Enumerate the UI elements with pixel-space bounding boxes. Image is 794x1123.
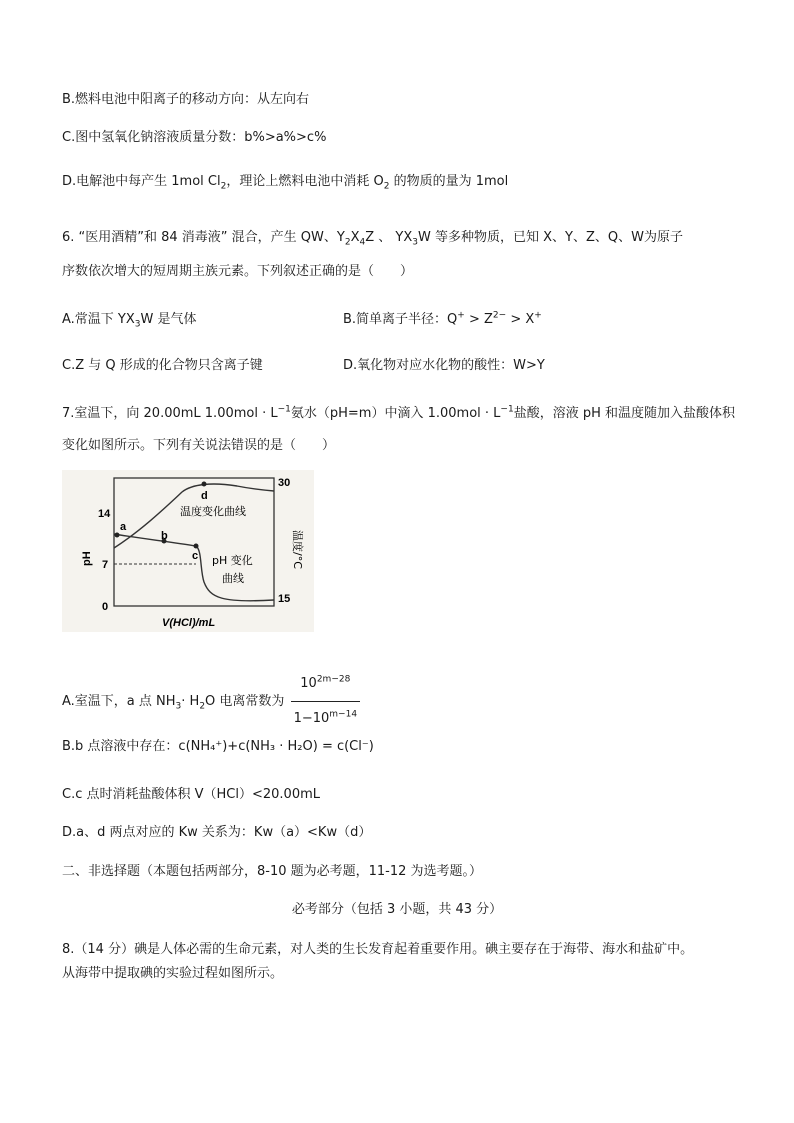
q5-option-d-part1: D.电解池中每产生 1mol Cl [62, 174, 221, 189]
q6-option-b: B.简单离子半径：$Q^+ > Z^{2-} > X^+$ [343, 310, 542, 327]
q6-stem-d: W 等多种物质，已知 X、Y、Z、Q、W为原子 [417, 230, 683, 245]
q6-option-a-part2: W 是气体 [140, 312, 197, 327]
q5-option-d: D.电解池中每产生 1mol $Cl_2$，理论上燃料电池中消耗 $O_2$ 的物质的量为 1mol [62, 174, 509, 192]
fraction-numerator: 10 [300, 676, 317, 691]
q6-stem-line1: 6. “医用酒精”和 84 消毒液” 混合，产生 QW、$Y_2X_4Z$ 、 $YX_3W$ 等多种物质，已知 X、Y、Z、Q、W为原子 [62, 230, 683, 248]
section-subheading: 必考部分（包括 3 小题，共 43 分） [291, 902, 503, 917]
left-tick-0: 0 [102, 601, 109, 613]
left-tick-14: 14 [98, 508, 111, 520]
q7-option-d: D.a、d 两点对应的 Kw 关系为：Kw（a）<Kw（d） [62, 825, 372, 840]
x-axis-label: V(HCl)/mL [162, 617, 216, 629]
q6-option-b-part3: > X [506, 312, 535, 327]
q7-option-a: A.室温下，a 点 $NH_3\cdot H_2O$ 电离常数为 $\frac{10^{2m-28}}{1-10^{m-14}}$ [62, 668, 360, 735]
point-a [115, 533, 120, 538]
q7-stem-line2: 变化如图所示。下列有关说法错误的是（ ） [62, 438, 336, 453]
label-d: d [201, 490, 208, 502]
q8-line1: 8.（14 分）碘是人体必需的生命元素，对人类的生长发育起着重要作用。碘主要存在于海带、海水和盐矿中。 [62, 942, 694, 957]
q6-option-d: D.氧化物对应水化物的酸性：W>Y [343, 358, 545, 373]
fraction-denominator-exponent: m−14 [329, 709, 358, 720]
q7-option-c: C.c 点时消耗盐酸体积 V（HCl）<20.00mL [62, 787, 320, 802]
q6-option-a-part1: A.常温下 YX [62, 312, 135, 327]
right-tick-15: 15 [278, 593, 291, 605]
q7-option-a-part3: O 电离常数为 [205, 694, 285, 709]
q7-stem-line1: 7.室温下，向 20.00mL $1.00mol \cdot L^{-1}$氨水（pH=m）中滴入 $1.00mol \cdot L^{-1}$盐酸，溶液 pH 和温度随加入盐酸体积 [62, 404, 735, 421]
fraction-denominator: 1−10 [293, 711, 330, 726]
q7-stem-c: 盐酸，溶液 pH 和温度随加入盐酸体积 [513, 406, 735, 421]
right-tick-30: 30 [278, 477, 291, 489]
q7-option-a-part2: · H [181, 694, 200, 709]
q7-stem-b: 氨水（pH=m）中滴入 1.00mol · L [290, 406, 501, 421]
q6-option-a: A.常温下 $YX_3W$ 是气体 [62, 312, 197, 330]
label-a: a [120, 521, 127, 533]
q7-stem-a: 7.室温下，向 20.00mL 1.00mol · L [62, 406, 278, 421]
q5-option-b: B.燃料电池中阳离子的移动方向：从左向右 [62, 92, 310, 107]
ph-curve-label-line2: 曲线 [222, 572, 244, 585]
q7-option-b: B.b 点溶液中存在：c(NH₄⁺)+c(NH₃ · H₂O) = c(Cl⁻) [62, 739, 374, 754]
section-heading: 二、非选择题（本题包括两部分，8-10 题为必考题，11-12 为选考题。） [62, 864, 483, 879]
q5-option-d-part3: 的物质的量为 1mol [389, 174, 509, 189]
q6-option-b-part2: > Z [464, 312, 493, 327]
q8-line2: 从海带中提取碘的实验过程如图所示。 [62, 966, 284, 981]
label-b: b [161, 530, 168, 542]
q6-stem-a: 6. “医用酒精”和 84 消毒液” 混合，产生 QW、Y [62, 230, 345, 245]
q5-option-c: C.图中氢氧化钠溶液质量分数：b%>a%>c% [62, 130, 327, 145]
label-c: c [192, 550, 199, 562]
q6-stem-line2: 序数依次增大的短周期主族元素。下列叙述正确的是（ ） [62, 264, 414, 279]
y-axis-label-ph: pH [81, 551, 93, 566]
temperature-curve-label: 温度变化曲线 [180, 505, 246, 518]
q7-option-a-fraction [291, 668, 360, 735]
fraction-numerator-exponent: 2m−28 [316, 674, 351, 685]
ph-curve-label-line1: pH 变化 [212, 554, 253, 567]
q6-stem-c: Z 、 YX [365, 230, 413, 245]
left-tick-7: 7 [102, 559, 109, 571]
point-c [194, 544, 199, 549]
q5-option-d-part2: ，理论上燃料电池中消耗 O [226, 174, 384, 189]
point-d [202, 482, 207, 487]
y-axis-label-temperature: 温度/°C [291, 530, 304, 569]
ph-temperature-graph [62, 470, 314, 632]
q6-option-c: C.Z 与 Q 形成的化合物只含离子键 [62, 358, 263, 373]
q7-option-a-part1: A.室温下，a 点 NH [62, 694, 176, 709]
q6-stem-b: X [350, 230, 360, 245]
q6-option-b-part1: B.简单离子半径：Q [343, 312, 458, 327]
